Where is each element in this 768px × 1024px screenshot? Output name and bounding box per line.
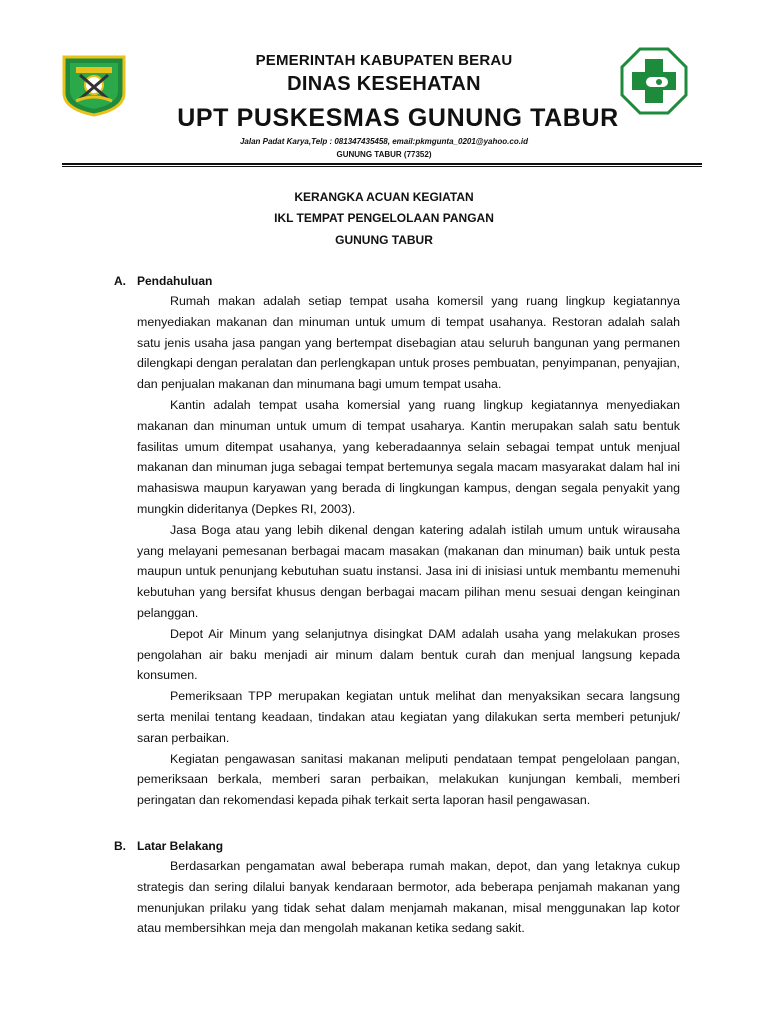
institution-name: UPT PUSKESMAS GUNUNG TABUR (177, 104, 619, 132)
paragraph: Rumah makan adalah setiap tempat usaha komersil yang ruang lingkup kegiatannya menyediakan makanan dan minuman untuk umum di tempat usahanya. Restoran adalah salah satu jenis usaha jasa pangan yang bertempat disebagian atau seluruh bangunan yang permanen dilengkapi dengan peralatan dan perlengkapan untuk proses pembuatan, penyimpanan, penyajian, dan penjualan makanan dan minumana bagi umum tempat usaha. (137, 294, 680, 392)
city-line: GUNUNG TABUR (77352) (336, 150, 432, 159)
section-latar-belakang (114, 838, 680, 939)
section-body (137, 291, 680, 811)
section-letter: B. (114, 839, 126, 853)
document-title: KERANGKA ACUAN KEGIATAN (294, 190, 474, 204)
section-letter: A. (114, 274, 126, 288)
section-heading (114, 838, 680, 854)
section-body (137, 856, 680, 939)
paragraph: Pemeriksaan TPP merupakan kegiatan untuk melihat dan menyaksikan secara langsung serta menilai tentang keadaan, tindakan atau kegiatan yang dilakukan serta memberi petunjuk/ saran perbaikan. (137, 689, 680, 745)
address-line: Jalan Padat Karya,Telp : 081347435458, email:pkmgunta_0201@yahoo.co.id (239, 137, 529, 146)
paragraph: Kantin adalah tempat usaha komersial yang ruang lingkup kegiatannya menyediakan makanan dan minuman untuk umum di tempat usaharya. Kantin merupakan salah satu bentuk fasilitas umum ditempat usahanya, yang keberadaannya selain sebagai tempat untuk menjual makanan dan minuman juga sebagai tempat bertemunya segala macam masyarakat dalam hal ini mahasiswa maupun karyawan yang berada di lingkungan kampus, dengan segala penyakit yang mungkin dideritanya (Depkes RI, 2003). (137, 397, 680, 516)
section-heading (114, 273, 680, 289)
header-rule-thick (62, 163, 702, 165)
paragraph: Berdasarkan pengamatan awal beberapa rumah makan, depot, dan yang letaknya cukup strategis dan sering dilalui banyak kendaraan bermotor, ada beberapa penjamah makanan yang menunjukan prilaku yang tidak sehat dalam menjamah makanan, misal menggunakan lap kotor atau membersihkan meja dan mengolah makanan ketika sedang sakit. (137, 859, 680, 936)
department-name: DINAS KESEHATAN (287, 73, 481, 95)
header-rule-thin (62, 166, 702, 167)
section-pendahuluan (114, 273, 680, 811)
paragraph: Kegiatan pengawasan sanitasi makanan meliputi pendataan tempat pengelolaan pangan, pemeriksaan berkala, memberi saran perbaikan, melakukan kunjungan kembali, memberi peringatan dan rekomendasi kepada pihak terkait serta laporan hasil pengawasan. (137, 751, 680, 808)
paragraph: Jasa Boga atau yang lebih dikenal dengan katering adalah istilah umum untuk wirausaha yang melayani pemesanan berbagai macam masakan (makanan dan minuman) baik untuk pesta maupun untuk penunjang kebutuhan suatu instansi. Jasa ini di inisiasi untuk membantu memenuhi kebutuhan yang bersifat khusus dengan berbagai macam pilihan menu sesuai dengan keinginan pelanggan. (137, 522, 680, 620)
section-title: Pendahuluan (137, 274, 213, 288)
section-title: Latar Belakang (137, 839, 224, 853)
document-subtitle: IKL TEMPAT PENGELOLAAN PANGAN (274, 211, 494, 225)
document-location: GUNUNG TABUR (335, 233, 433, 247)
government-name: PEMERINTAH KABUPATEN BERAU (255, 52, 513, 69)
paragraph: Depot Air Minum yang selanjutnya disingkat DAM adalah usaha yang melakukan proses pengolahan air baku menjadi air minum dalam bentuk curah dan menjual langsung kepada konsumen. (137, 626, 680, 683)
